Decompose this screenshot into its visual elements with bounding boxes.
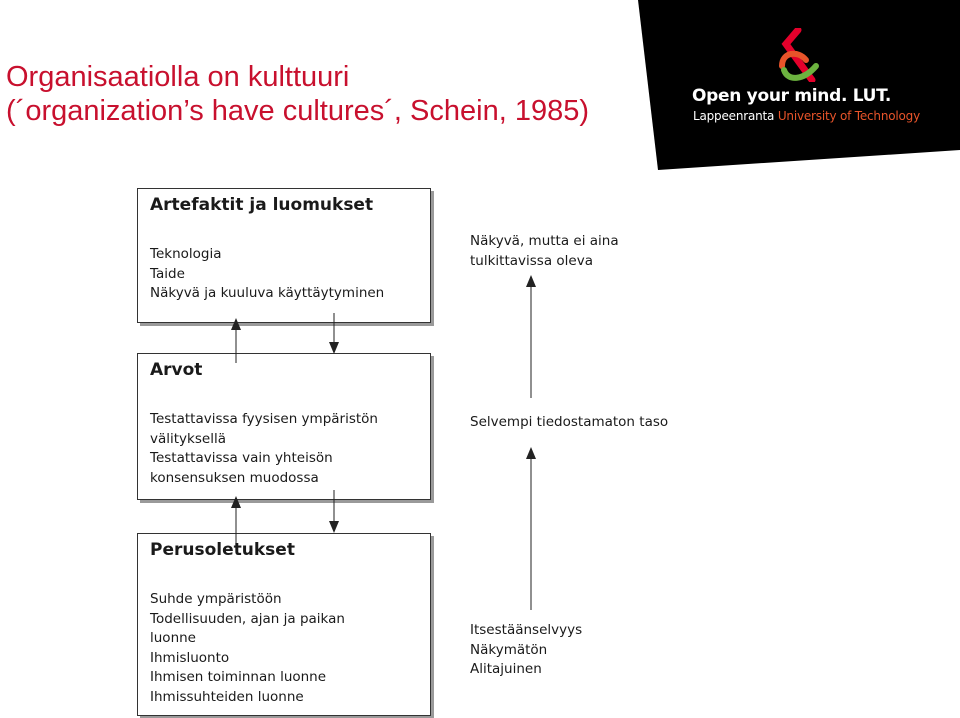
arrowhead-up-icon — [526, 447, 536, 459]
arrowhead-up-icon — [526, 275, 536, 287]
logo-university: University of Technology — [777, 109, 920, 123]
visibility-label-line: Itsestäänselvyys — [470, 622, 583, 638]
level-heading: Perusoletukset — [150, 540, 295, 560]
visibility-label-line: Näkyvä, mutta ei aina — [470, 233, 619, 249]
slide-title-line-2: (´organization’s have cultures´, Schein, 1985) — [6, 95, 590, 127]
level-item: Ihmisluonto — [150, 649, 230, 666]
level-item: välityksellä — [150, 430, 226, 447]
visibility-label-line: Selvempi tiedostamaton taso — [470, 414, 669, 430]
level-heading: Arvot — [150, 360, 203, 380]
level-item: Suhde ympäristöön — [150, 591, 282, 607]
level-item: Testattavissa vain yhteisön — [150, 450, 333, 466]
level-item: Ihmissuhteiden luonne — [150, 688, 304, 705]
level-item: konsensuksen muodossa — [150, 469, 319, 486]
level-item: Teknologia — [150, 246, 222, 262]
visibility-label-line: tulkittavissa oleva — [470, 252, 593, 269]
visibility-label-line: Näkymätön — [470, 641, 548, 658]
level-item: Testattavissa fyysisen ympäristön — [150, 411, 378, 427]
arrowhead-up-icon — [231, 496, 241, 508]
level-item: Näkyvä ja kuuluva käyttäytyminen — [150, 285, 385, 301]
level-item: luonne — [150, 630, 196, 646]
level-item: Ihmisen toiminnan luonne — [150, 669, 327, 685]
arrowhead-down-icon — [329, 521, 339, 533]
logo-place: Lappeenranta — [693, 109, 775, 123]
level-item: Taide — [150, 265, 185, 282]
logo-slogan: Open your mind. LUT. — [692, 86, 892, 106]
arrowhead-up-icon — [231, 318, 241, 330]
slide-title-line-1: Organisaatiolla on kulttuuri — [6, 61, 350, 93]
arrowhead-down-icon — [329, 342, 339, 354]
level-item: Todellisuuden, ajan ja paikan — [150, 610, 345, 627]
visibility-label-line: Alitajuinen — [470, 661, 542, 677]
level-heading: Artefaktit ja luomukset — [150, 195, 374, 215]
